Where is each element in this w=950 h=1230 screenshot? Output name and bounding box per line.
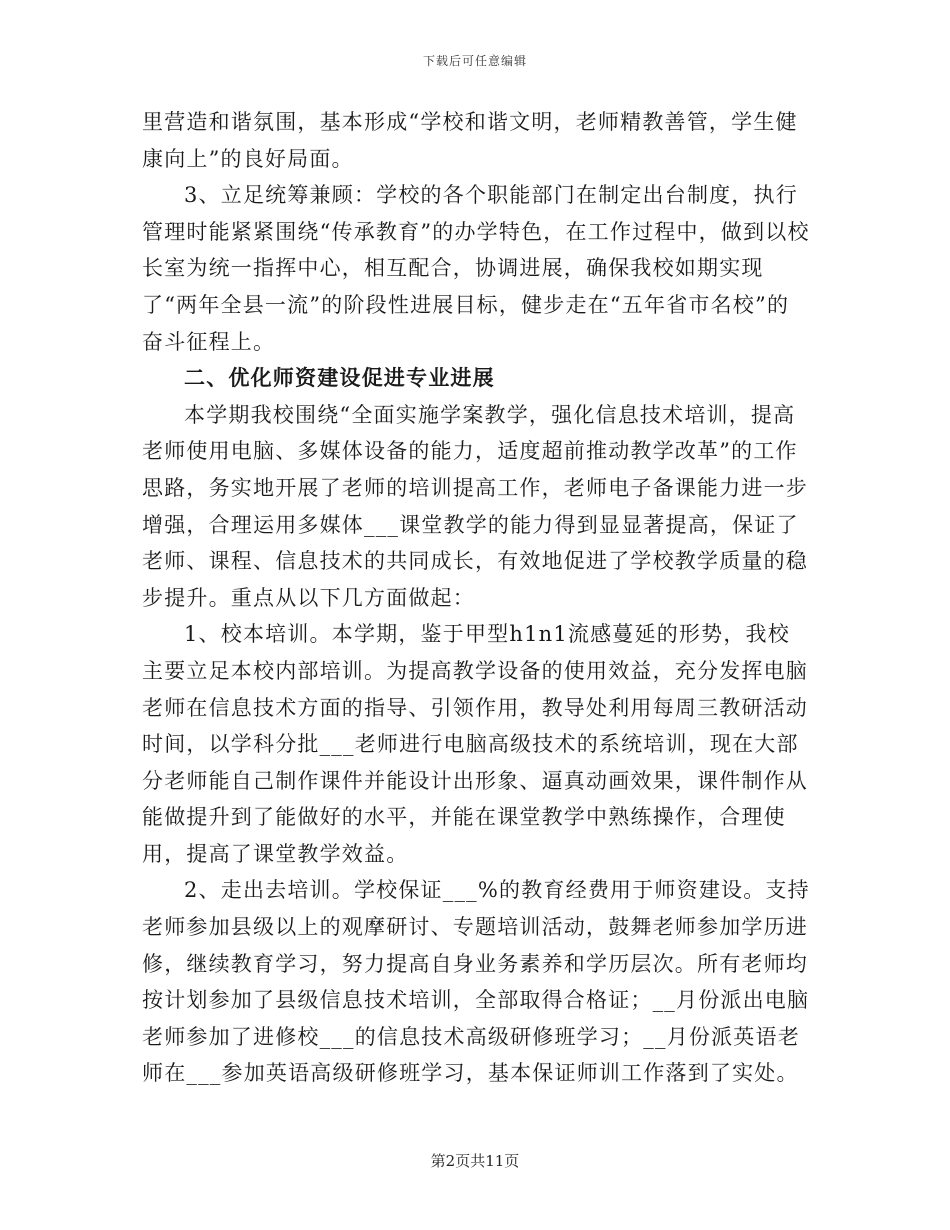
section-heading: 二、优化师资建设促进专业进展 <box>184 365 495 391</box>
document-body <box>142 104 810 1092</box>
paragraph-item-1: 1、校本培训。本学期，鉴于甲型h1n1流感蔓延的形势，我校主要立足本校内部培训。为提高教学设备的使用效益，充分发挥电脑老师在信息技术方面的指导、引领作用，教导处利用每周三教研活动时间，以学科分批___老师进行电脑高级技术的系统培训，现在大部分老师能自己制作课件并能设计出形象、逼真动画效果，课件制作从能做提升到了能做好的水平，并能在课堂教学中熟练操作，合理使用，提高了课堂教学效益。 <box>142 622 808 866</box>
page-footer: 第2页共11页 <box>430 1152 520 1170</box>
paragraph-item-3: 3、立足统筹兼顾：学校的各个职能部门在制定出台制度，执行管理时能紧紧围绕“传承教育”的办学特色，在工作过程中，做到以校长室为统一指挥中心，相互配合，协调进展，确保我校如期实现了“两年全县一流”的阶段性进展目标，健步走在“五年省市名校”的奋斗征程上。 <box>142 183 810 354</box>
page-header: 下载后可任意编辑 <box>422 54 527 68</box>
paragraph-continuation: 里营造和谐氛围，基本形成“学校和谐文明，老师精教善管，学生健康向上”的良好局面。 <box>142 110 798 171</box>
paragraph-item-2: 2、走出去培训。学校保证___%的教育经费用于师资建设。支持老师参加县级以上的观摩研讨、专题培训活动，鼓舞老师参加学历进修，继续教育学习，努力提高自身业务素养和学历层次。所有老师均按计划参加了县级信息技术培训，全部取得合格证；__月份派出电脑老师参加了进修校___的信息技术高级研修班学习；__月份派英语老师在___参加英语高级研修班学习，基本保证师训工作落到了实处。 <box>142 878 810 1086</box>
paragraph-intro: 本学期我校围绕“全面实施学案教学，强化信息技术培训，提高老师使用电脑、多媒体设备的能力，适度超前推动教学改革”的工作思路，务实地开展了老师的培训提高工作，老师电子备课能力进一步增强，合理运用多媒体___课堂教学的能力得到显显著提高，保证了老师、课程、信息技术的共同成长，有效地促进了学校教学质量的稳步提升。重点从以下几方面做起： <box>142 402 808 610</box>
